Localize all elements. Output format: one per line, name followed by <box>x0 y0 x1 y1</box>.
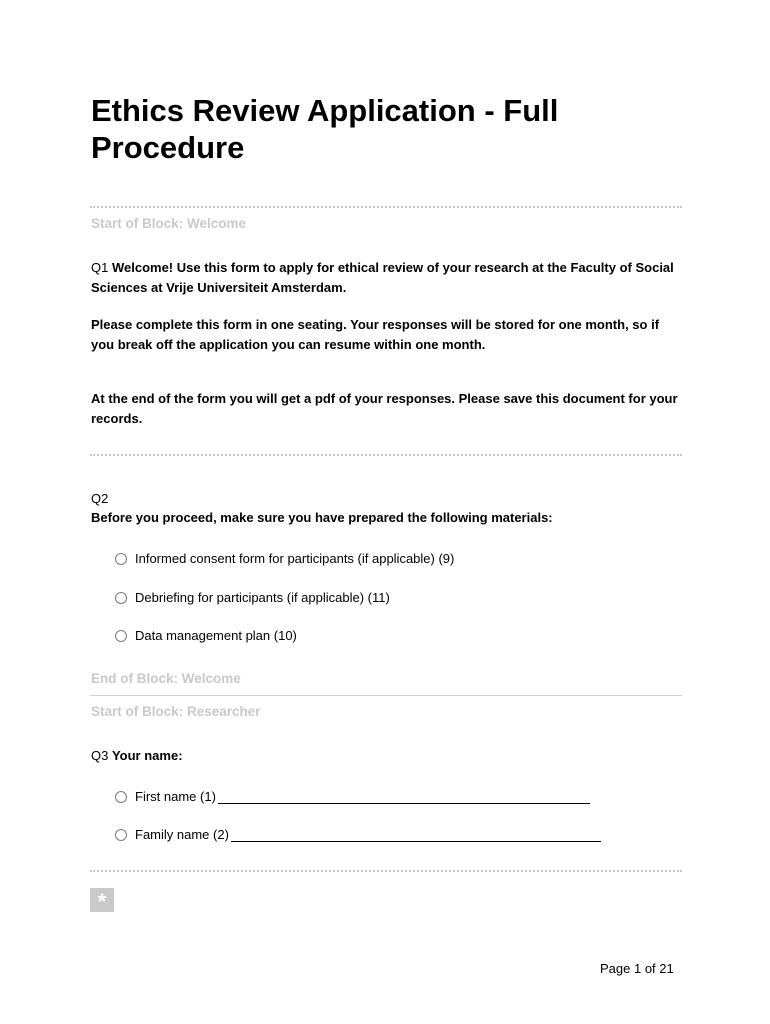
option-label: First name (1) <box>135 789 216 804</box>
divider <box>90 206 682 208</box>
radio-button[interactable] <box>115 553 127 565</box>
q3-number: Q3 <box>91 748 109 763</box>
q1-paragraph-2: Please complete this form in one seating. Your responses will be stored for one month, so if you break off the application you can resume within one month. <box>91 317 660 352</box>
page-number: Page 1 of 21 <box>600 961 674 976</box>
radio-button[interactable] <box>115 829 127 841</box>
page-title: Ethics Review Application - Full Procedure <box>91 93 559 165</box>
option-label: Informed consent form for participants (if applicable) (9) <box>135 551 455 566</box>
q3-option-family-name[interactable] <box>115 826 601 844</box>
option-label: Debriefing for participants (if applicable) (11) <box>135 590 390 605</box>
q1-paragraph-3: At the end of the form you will get a pdf of your responses. Please save this document for your records. <box>91 391 678 426</box>
required-asterisk-icon: * <box>90 888 114 912</box>
q3-text: Your name: <box>111 748 183 763</box>
divider <box>90 870 682 872</box>
radio-button[interactable] <box>115 630 127 642</box>
q1-paragraph-1 <box>91 258 683 298</box>
q2-option-consent[interactable] <box>115 550 454 568</box>
q2-option-debriefing[interactable] <box>115 589 390 607</box>
q2-number: Q2 <box>91 491 109 506</box>
block-start-welcome: Start of Block: Welcome <box>91 216 247 231</box>
q3-question <box>91 746 683 766</box>
divider <box>90 454 682 456</box>
q1-text: Welcome! Use this form to apply for ethical review of your research at the Faculty of Social Sciences at Vrije Universiteit Amsterdam. <box>91 260 674 295</box>
radio-button[interactable] <box>115 592 127 604</box>
family-name-input-line[interactable] <box>231 829 601 842</box>
option-label: Family name (2) <box>135 827 229 842</box>
q3-option-first-name[interactable] <box>115 788 590 806</box>
option-label: Data management plan (10) <box>135 628 297 643</box>
q2-text: Before you proceed, make sure you have prepared the following materials: <box>91 510 553 525</box>
first-name-input-line[interactable] <box>218 791 590 804</box>
block-start-researcher: Start of Block: Researcher <box>91 704 261 719</box>
divider <box>90 695 682 696</box>
q2-option-data-plan[interactable] <box>115 627 297 645</box>
radio-button[interactable] <box>115 791 127 803</box>
q1-number: Q1 <box>91 260 109 275</box>
block-end-welcome: End of Block: Welcome <box>91 671 241 686</box>
